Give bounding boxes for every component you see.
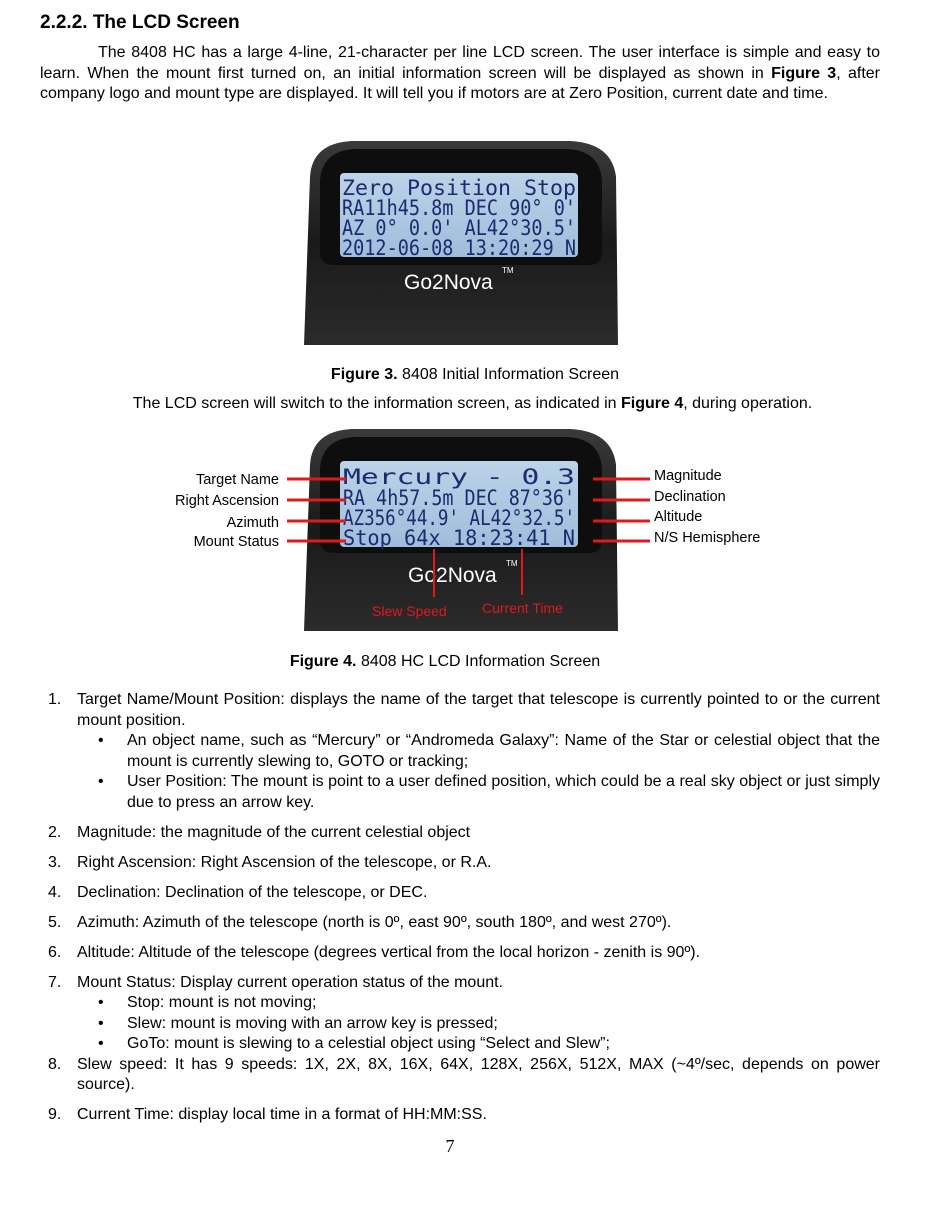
- list-item: [40, 1055, 880, 1096]
- list-item-number: 7.: [48, 973, 62, 991]
- bullet-icon: •: [98, 732, 104, 749]
- list-item: [40, 690, 880, 731]
- label-declination: Declination: [654, 489, 726, 505]
- list-item-text: Current Time: display local time in a format of HH:MM:SS.: [77, 1106, 487, 1123]
- sub-list-item: [40, 731, 880, 772]
- lcd-line-1: Zero Position Stop: [342, 176, 576, 200]
- list-item: [40, 973, 880, 994]
- transition-figure-ref: Figure 4: [621, 395, 684, 412]
- sub-list-text: Stop: mount is not moving;: [127, 994, 317, 1011]
- list-item: [40, 913, 880, 934]
- label-mount-status: Mount Status: [193, 534, 279, 550]
- list-item-text: Declination: Declination of the telescope, or DEC.: [77, 883, 428, 901]
- intro-text-2: , after company logo and mount type are displayed. It will tell you if motors are at Zero Position, current date and time.: [40, 64, 881, 102]
- list-item-number: 9.: [48, 1106, 62, 1123]
- brand-logo: Go2Nova: [404, 271, 493, 294]
- list-item-text: Mount Status: Display current operation status of the mount.: [77, 973, 503, 991]
- list-item: [40, 943, 880, 964]
- sub-list-text: An object name, such as “Mercury” or “Andromeda Galaxy”: Name of the Star or celestial object that the mount is currently slewing to, GOTO or tracking;: [127, 732, 880, 770]
- list-item-number: 6.: [48, 943, 62, 961]
- list-item-number: 1.: [48, 691, 62, 708]
- lcd-line-4: Stop 64x 18:23:41 N: [343, 526, 575, 550]
- lcd-line-2: RA 4h57.5m DEC 87°36': [343, 486, 575, 510]
- transition-text-2: , during operation.: [683, 395, 813, 412]
- label-slew-speed: Slew Speed: [372, 603, 447, 619]
- list-item-text: Target Name/Mount Position: displays the name of the target that telescope is currently pointed to or the current mount position.: [77, 691, 880, 729]
- lcd-line-3: AZ356°44.9' AL42°32.5': [343, 506, 575, 530]
- page-number: 7: [445, 1136, 455, 1156]
- figure-4-caption-label: Figure 4.: [289, 653, 357, 670]
- sub-list-item: [40, 772, 880, 813]
- lcd-line-3: AZ 0° 0.0' AL42°30.5': [342, 216, 576, 240]
- transition-paragraph: [0, 395, 945, 413]
- sub-list-item: [40, 993, 880, 1014]
- list-item-text: Slew speed: It has 9 speeds: 1X, 2X, 8X, 16X, 64X, 128X, 256X, 512X, MAX (~4º/sec, depends on power source).: [77, 1055, 880, 1093]
- sub-list-item: [40, 1034, 880, 1055]
- bullet-icon: •: [98, 994, 104, 1011]
- list-item-number: 4.: [48, 883, 62, 901]
- list-item-number: 3.: [48, 853, 62, 871]
- sub-list-text: Slew: mount is moving with an arrow key is pressed;: [127, 1014, 498, 1032]
- lcd-line-1: Mercury - 0.3: [343, 465, 575, 489]
- bullet-icon: •: [98, 1035, 104, 1052]
- trademark-mark: TM: [506, 559, 518, 568]
- label-azimuth: Azimuth: [226, 515, 279, 531]
- figure-3-caption-label: Figure 3.: [330, 366, 398, 383]
- list-item: [40, 823, 880, 844]
- list-item-text: Altitude: Altitude of the telescope (degrees vertical from the local horizon - zenith is 90º).: [77, 943, 701, 961]
- figure-4-caption-text: 8408 HC LCD Information Screen: [356, 653, 601, 670]
- figure-4-caption: [0, 653, 920, 671]
- list-item-number: 5.: [48, 913, 62, 931]
- label-target-name: Target Name: [195, 472, 279, 488]
- bullet-icon: •: [98, 1014, 104, 1032]
- brand-logo: Go2Nova: [408, 564, 497, 587]
- figure-4-diagram: [150, 425, 790, 635]
- label-hemisphere: N/S Hemisphere: [654, 530, 761, 546]
- lcd-line-2: RA11h45.8m DEC 90° 0': [342, 196, 576, 220]
- list-item: [40, 1105, 880, 1126]
- label-right-ascension: Right Ascension: [175, 493, 279, 509]
- section-heading: 2.2.2. The LCD Screen: [40, 12, 240, 33]
- figure-3-caption-text: 8408 Initial Information Screen: [397, 366, 620, 383]
- list-item: [40, 853, 880, 874]
- feature-list: [40, 690, 880, 1126]
- label-magnitude: Magnitude: [654, 468, 722, 484]
- figure-3-photo: [302, 137, 620, 347]
- intro-figure-ref: Figure 3: [771, 64, 837, 82]
- trademark-mark: TM: [502, 266, 514, 275]
- list-item-number: 2.: [48, 823, 62, 841]
- bullet-icon: •: [98, 773, 104, 790]
- list-item: [40, 883, 880, 904]
- transition-text-1: The LCD screen will switch to the information screen, as indicated in: [132, 395, 621, 412]
- list-item-number: 8.: [48, 1055, 62, 1073]
- figure-3-caption: [0, 366, 950, 384]
- intro-paragraph: [40, 43, 880, 105]
- list-item-text: Right Ascension: Right Ascension of the telescope, or R.A.: [77, 853, 492, 871]
- list-item-text: Magnitude: the magnitude of the current celestial object: [77, 823, 471, 841]
- sub-list-text: GoTo: mount is slewing to a celestial object using “Select and Slew”;: [127, 1035, 610, 1052]
- label-current-time: Current Time: [482, 600, 563, 616]
- list-item-text: Azimuth: Azimuth of the telescope (north is 0º, east 90º, south 180º, and west 270º).: [77, 913, 672, 931]
- intro-text-1: The 8408 HC has a large 4-line, 21-character per line LCD screen. The user interface is simple and easy to learn. When the mount first turned on, an initial information screen will be displayed as shown in: [40, 44, 880, 82]
- sub-list-text: User Position: The mount is point to a user defined position, which could be a real sky object or just simply due to press an arrow key.: [127, 773, 880, 811]
- sub-list-item: [40, 1014, 880, 1035]
- label-altitude: Altitude: [654, 509, 703, 525]
- lcd-line-4: 2012-06-08 13:20:29 N: [342, 236, 576, 260]
